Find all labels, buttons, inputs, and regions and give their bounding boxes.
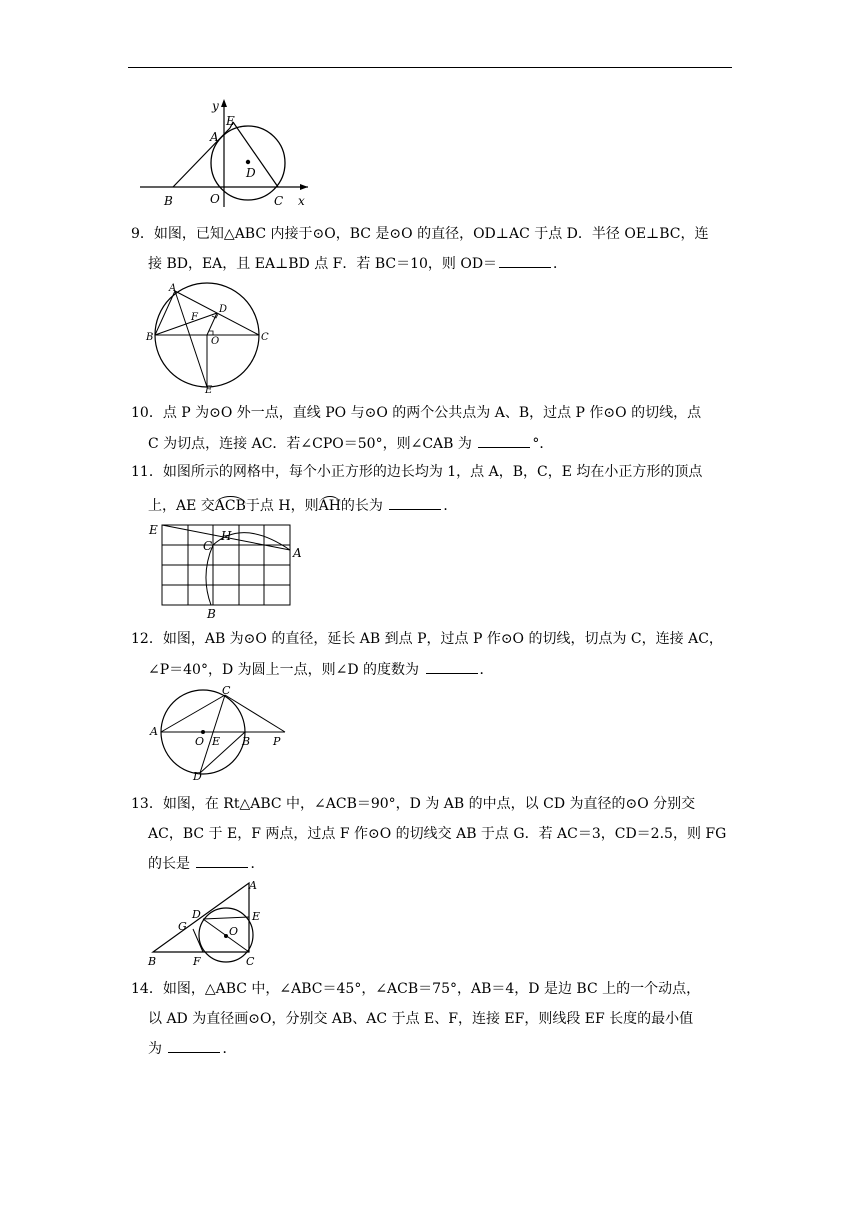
label-D: D: [192, 908, 201, 921]
problem-10-text-1: 点 P 为⊙O 外一点，直线 PO 与⊙O 的两个公共点为 A、B，过点 P 作⊙O 的切线，点: [162, 405, 702, 421]
problem-9-text-1: 如图，已知△ABC 内接于⊙O，BC 是⊙O 的直径，OD⊥AC 于点 D．半径 OE⊥BC，连: [153, 226, 709, 242]
label-B: B: [242, 735, 251, 748]
figure-9-circle: [145, 280, 275, 395]
problem-14-number: 14．: [131, 981, 163, 997]
answer-blank-13[interactable]: [196, 853, 248, 868]
problem-10-line-2: [148, 433, 748, 454]
figure-12-circle: [145, 683, 295, 783]
label-E: E: [252, 910, 261, 923]
problem-12-number: 12．: [131, 631, 163, 647]
problem-9-text-2: 接 BD，EA，且 EA⊥BD 点 F．若 BC＝10，则 OD＝: [148, 256, 498, 272]
arc-ACB-notation: ACB: [214, 498, 246, 514]
problem-13-line-2: [148, 824, 748, 844]
label-O: O: [210, 192, 220, 206]
problem-9-number: 9．: [131, 226, 154, 242]
problem-14-text-2: 以 AD 为直径画⊙O，分别交 AB、AC 于点 E、F，连接 EF，则线段 EF 长度的最小值: [148, 1011, 694, 1027]
label-D: D: [246, 166, 256, 180]
problem-12-line-1: [131, 629, 731, 649]
label-B: B: [207, 607, 216, 620]
label-O: O: [229, 925, 239, 938]
answer-blank-12[interactable]: [426, 659, 478, 674]
problem-13-line-3: [148, 853, 748, 874]
label-y: y: [212, 99, 219, 113]
label-B: B: [148, 955, 157, 968]
label-D: D: [193, 770, 202, 783]
label-E: E: [226, 114, 235, 128]
label-A: A: [169, 283, 177, 294]
problem-11-text-2c: 的长为: [340, 498, 383, 514]
problem-12-line-2: [148, 659, 748, 680]
problem-12-text-1: 如图，AB 为⊙O 的直径，延长 AB 到点 P，过点 P 作⊙O 的切线，切点为 C，连接 AC，: [162, 631, 723, 647]
problem-11-text-2a: 上，AE 交: [148, 498, 215, 514]
problem-13-line-1: [131, 794, 731, 814]
problem-11-number: 11．: [131, 464, 163, 480]
problem-10-end: °．: [532, 436, 554, 452]
arc-AH-notation: AH: [318, 498, 341, 514]
problem-14-line-2: [148, 1009, 748, 1029]
problem-10-number: 10．: [131, 405, 163, 421]
problem-9-end: ．: [553, 256, 568, 272]
label-O: O: [211, 336, 220, 347]
label-D: D: [219, 304, 228, 315]
label-O: O: [195, 735, 205, 748]
problem-10-text-2: C 为切点，连接 AC．若∠CPO＝50°，则∠CAB 为: [148, 436, 472, 452]
problem-12-end: ．: [479, 662, 494, 678]
problem-14-text-1: 如图，△ABC 中，∠ABC＝45°，∠ACB＝75°，AB＝4，D 是边 BC 上的一个动点，: [162, 981, 701, 997]
figure-coordinate-circle: [140, 95, 320, 210]
label-B: B: [164, 194, 173, 208]
label-F: F: [193, 955, 201, 968]
label-E: E: [149, 523, 158, 537]
problem-14-text-3: 为: [148, 1041, 162, 1057]
problem-10-line-1: [131, 403, 731, 423]
answer-blank-10[interactable]: [478, 433, 530, 448]
problem-11-text-1: 如图所示的网格中，每个小正方形的边长均为 1，点 A，B，C，E 均在小正方形的顶点: [162, 464, 703, 480]
answer-blank-11[interactable]: [389, 495, 441, 510]
problem-11-line-2: [148, 495, 748, 516]
label-H: H: [221, 529, 232, 543]
problem-13-text-3: 的长是: [148, 856, 190, 872]
problem-9-line-1: [131, 224, 731, 244]
problem-13-number: 13．: [131, 796, 163, 812]
figure-13-triangle: [145, 877, 270, 972]
label-E: E: [205, 385, 213, 395]
label-x: x: [298, 194, 305, 208]
problem-11-end: ．: [443, 498, 458, 514]
answer-blank-14[interactable]: [168, 1038, 220, 1053]
problem-14-end: ．: [222, 1041, 237, 1057]
label-A: A: [293, 546, 302, 560]
label-A: A: [249, 879, 257, 892]
label-B: B: [146, 332, 154, 343]
problem-9-line-2: [148, 253, 748, 274]
label-C: C: [261, 332, 269, 343]
problem-13-text-1: 如图，在 Rt△ABC 中，∠ACB＝90°，D 为 AB 的中点，以 CD 为直径的⊙O 分别交: [162, 796, 696, 812]
label-G: G: [178, 920, 187, 933]
problem-11-text-2b: 于点 H，则: [245, 498, 319, 514]
problem-13-end: ．: [250, 856, 265, 872]
problem-12-text-2: ∠P＝40°，D 为圆上一点，则∠D 的度数为: [148, 662, 420, 678]
label-A: A: [210, 130, 219, 144]
label-C: C: [203, 539, 213, 553]
label-F: F: [191, 312, 198, 323]
label-A: A: [150, 725, 158, 738]
figure-11-grid: [145, 520, 310, 620]
answer-blank-9[interactable]: [499, 253, 551, 268]
problem-14-line-1: [131, 979, 731, 999]
header-rule: [128, 67, 732, 68]
label-C: C: [222, 684, 231, 697]
problem-13-text-2: AC，BC 于 E，F 两点，过点 F 作⊙O 的切线交 AB 于点 G．若 AC＝3，CD＝2.5，则 FG: [148, 826, 727, 842]
problem-11-line-1: [131, 462, 731, 482]
label-C: C: [246, 955, 255, 968]
label-C: C: [274, 194, 284, 208]
label-P: P: [273, 735, 281, 748]
label-E: E: [212, 735, 221, 748]
problem-14-line-3: [148, 1038, 748, 1059]
